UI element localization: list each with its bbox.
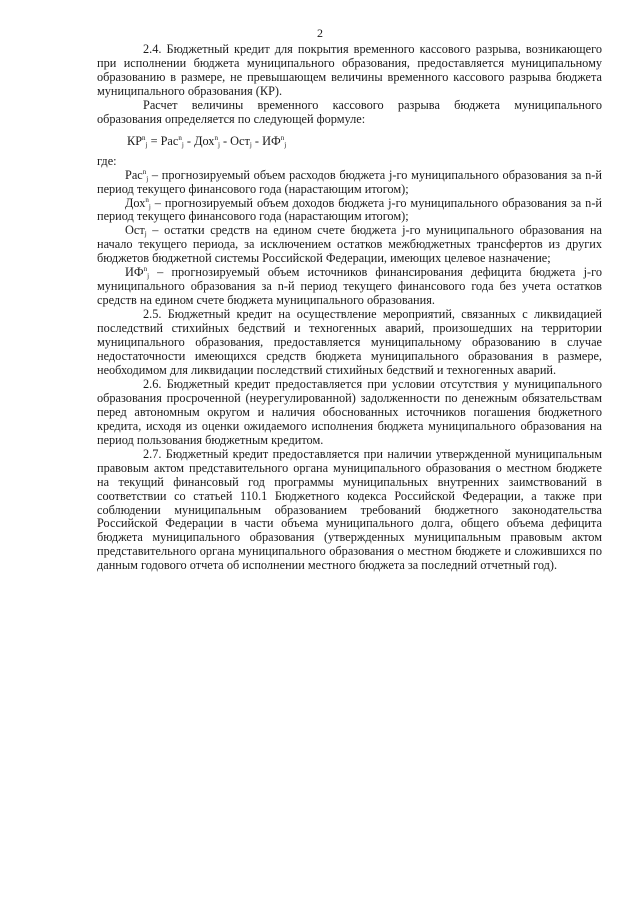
definition-text: – остатки средств на едином счете бюджета j-го муниципального образования на начало текущего периода, за исключением остатков межбюджетных трансфертов из других бюджетов бюджетной системы Российской Федерации, имеющих целевое назначение; (97, 223, 602, 266)
sub-j: j (147, 272, 150, 281)
formula-lhs: КР (127, 133, 143, 148)
sub-j: j (146, 174, 149, 183)
sub-j: j (145, 140, 148, 149)
definition-term: Ост (125, 223, 145, 238)
sup-n: n (142, 133, 146, 142)
paragraph-2-6: 2.6. Бюджетный кредит предоставляется при условии отсутствия у муниципального образования просроченной (неурегулированной) задолженности по денежным обязательствам перед автономным округом и наличия обоснованных источников погашения бюджетного кредита, исходя из оценки ожидаемого исполнения бюджета муниципального образования на период пользования бюджетным кредитом. (97, 376, 602, 447)
formula (97, 135, 602, 149)
sup-n: n (178, 133, 182, 142)
formula-term-ras: Рас (160, 133, 179, 148)
sub-j: j (217, 140, 220, 149)
definition-text: – прогнозируемый объем доходов бюджета j-го муниципального образования за n-й период текущего финансового года (нарастающим итогом); (97, 195, 602, 224)
document-body (97, 43, 602, 573)
sup-n: n (143, 265, 148, 274)
definition-term: Дох (125, 195, 146, 210)
paragraph-calculation: Расчет величины временного кассового разрыва бюджета муниципального образования определяется по следующей формуле: (97, 97, 602, 126)
sup-n: n (145, 195, 149, 204)
formula-minus: - (219, 133, 231, 148)
definition-text: – прогнозируемый объем расходов бюджета j-го муниципального образования за n-й период текущего финансового года (нарастающим итогом); (97, 167, 602, 196)
page-number: 2 (317, 26, 323, 40)
formula-term-if: ИФ (262, 133, 281, 148)
sup-n: n (280, 133, 285, 142)
formula-minus: - (251, 133, 263, 148)
definition-text: – прогнозируемый объем источников финансирования дефицита бюджета j-го муниципального образования за n-й период текущего финансового года без учета остатков средств на едином счете бюджета муниципального образования. (97, 265, 602, 308)
sub-j: j (181, 140, 184, 149)
sub-j: j (144, 230, 147, 239)
where-label: где: (97, 153, 117, 168)
definition-term: ИФ (125, 265, 144, 280)
formula-term-ost: Ост (230, 133, 250, 148)
definition-if (97, 266, 602, 308)
formula-equals: = (147, 133, 161, 148)
paragraph-2-5: 2.5. Бюджетный кредит на осуществление мероприятий, связанных с ликвидацией последствий стихийных бедствий и техногенных аварий, произошедших на территории муниципального образования, предоставляется муниципальному образованию в случае недостаточности имеющихся средств бюджета муниципального образования в размере, необходимом для ликвидации последствий стихийных бедствий и техногенных аварий. (97, 307, 602, 377)
formula-term-dokh: Дох (194, 133, 215, 148)
sub-j: j (249, 140, 252, 149)
definition-dokh (97, 197, 602, 225)
definition-ost (97, 224, 602, 266)
sub-j: j (284, 140, 287, 149)
sup-n: n (142, 167, 147, 176)
paragraph-2-4: 2.4. Бюджетный кредит для покрытия временного кассового разрыва, возникающего при исполнении бюджета муниципального образования, предоставляется муниципальному образованию в размере, не превышающем величины временного кассового разрыва бюджета муниципального образования (КР). (97, 42, 602, 98)
sub-j: j (148, 202, 151, 211)
definition-term: Рас (125, 167, 143, 182)
sup-n: n (214, 133, 218, 142)
paragraph-2-7: 2.7. Бюджетный кредит предоставляется при наличии утвержденной муниципальным правовым актом представительного органа муниципального образования о местном бюджете на текущий финансовый год программы муниципальных внутренних заимствований в соответствии со статьей 110.1 Бюджетного кодекса Российской Федерации, а также при соблюдении муниципальным образованием требований бюджетного законодательства Российской Федерации в части объема муниципального долга, общего объема дефицита бюджета муниципального образования (утвержденных муниципальным правовым актом представительного органа муниципального образования о местном бюджете и сложившихся по данным годового отчета об исполнении местного бюджета за последний отчетный год). (97, 446, 602, 573)
definition-ras (97, 169, 602, 197)
formula-minus: - (183, 133, 195, 148)
